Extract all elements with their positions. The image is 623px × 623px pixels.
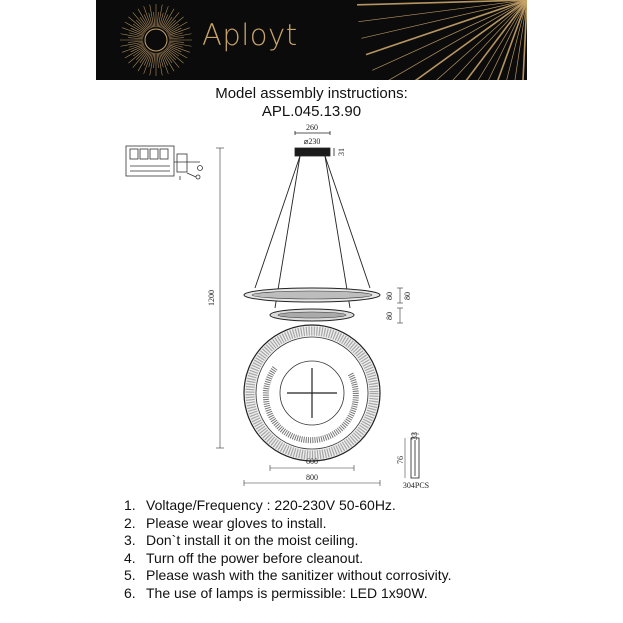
instruction-item — [124, 515, 452, 533]
instruction-text: Turn off the power before cleanout. — [146, 549, 364, 566]
instruction-item — [124, 567, 452, 585]
crystal-width-label: 33 — [410, 432, 419, 440]
instruction-text: Please wash with the sanitizer without corrosivity. — [146, 567, 452, 583]
inner-diameter-label: 600 — [306, 457, 318, 466]
canopy-diameter-label: ⌀230 — [303, 137, 321, 146]
instruction-item — [124, 532, 452, 550]
technical-drawing — [100, 118, 520, 493]
outer-diameter-label: 800 — [306, 473, 318, 482]
instruction-number: 1. — [124, 497, 136, 513]
sunburst-logo-icon — [120, 4, 192, 76]
crystal-qty-label: 304PCS — [402, 481, 430, 490]
top-view — [244, 325, 380, 461]
instruction-text: Please wear gloves to install. — [146, 514, 327, 531]
instruction-item — [124, 497, 452, 515]
upper-ring-height-right-label: 80 — [403, 292, 412, 300]
crystal-height-label: 76 — [396, 456, 405, 464]
suspension-wires — [255, 156, 370, 308]
model-number: APL.045.13.90 — [261, 103, 362, 120]
instructions-list — [124, 497, 452, 602]
instruction-text: The use of lamps is permissible: LED 1x90W. — [146, 584, 428, 601]
brand-banner — [96, 0, 527, 80]
height-label: 1200 — [207, 290, 216, 306]
lower-ring-height-label: 80 — [385, 312, 394, 320]
lower-ring-side — [270, 309, 354, 321]
banner-graphics — [96, 0, 527, 80]
wiring-diagram — [126, 146, 203, 180]
instruction-number: 5. — [124, 567, 136, 583]
instruction-text: Voltage/Frequency : 220-230V 50-60Hz. — [146, 497, 396, 513]
upper-ring-side — [244, 288, 380, 302]
instruction-item — [124, 585, 452, 603]
corner-rays-graphic — [357, 0, 527, 80]
canopy-height-label: 31 — [337, 148, 346, 156]
instruction-number: 4. — [124, 549, 136, 566]
upper-ring-height-label: 80 — [385, 292, 394, 300]
brand-name: Aployt — [202, 18, 298, 52]
document-title: Model assembly instructions: — [215, 85, 408, 102]
instruction-item — [124, 550, 452, 568]
instruction-number: 2. — [124, 514, 136, 531]
instruction-number: 3. — [124, 532, 136, 548]
instruction-text: Don`t install it on the moist ceiling. — [146, 532, 359, 548]
height-dimension — [216, 148, 224, 448]
instruction-number: 6. — [124, 584, 136, 601]
canopy-width-label: 260 — [306, 123, 318, 132]
